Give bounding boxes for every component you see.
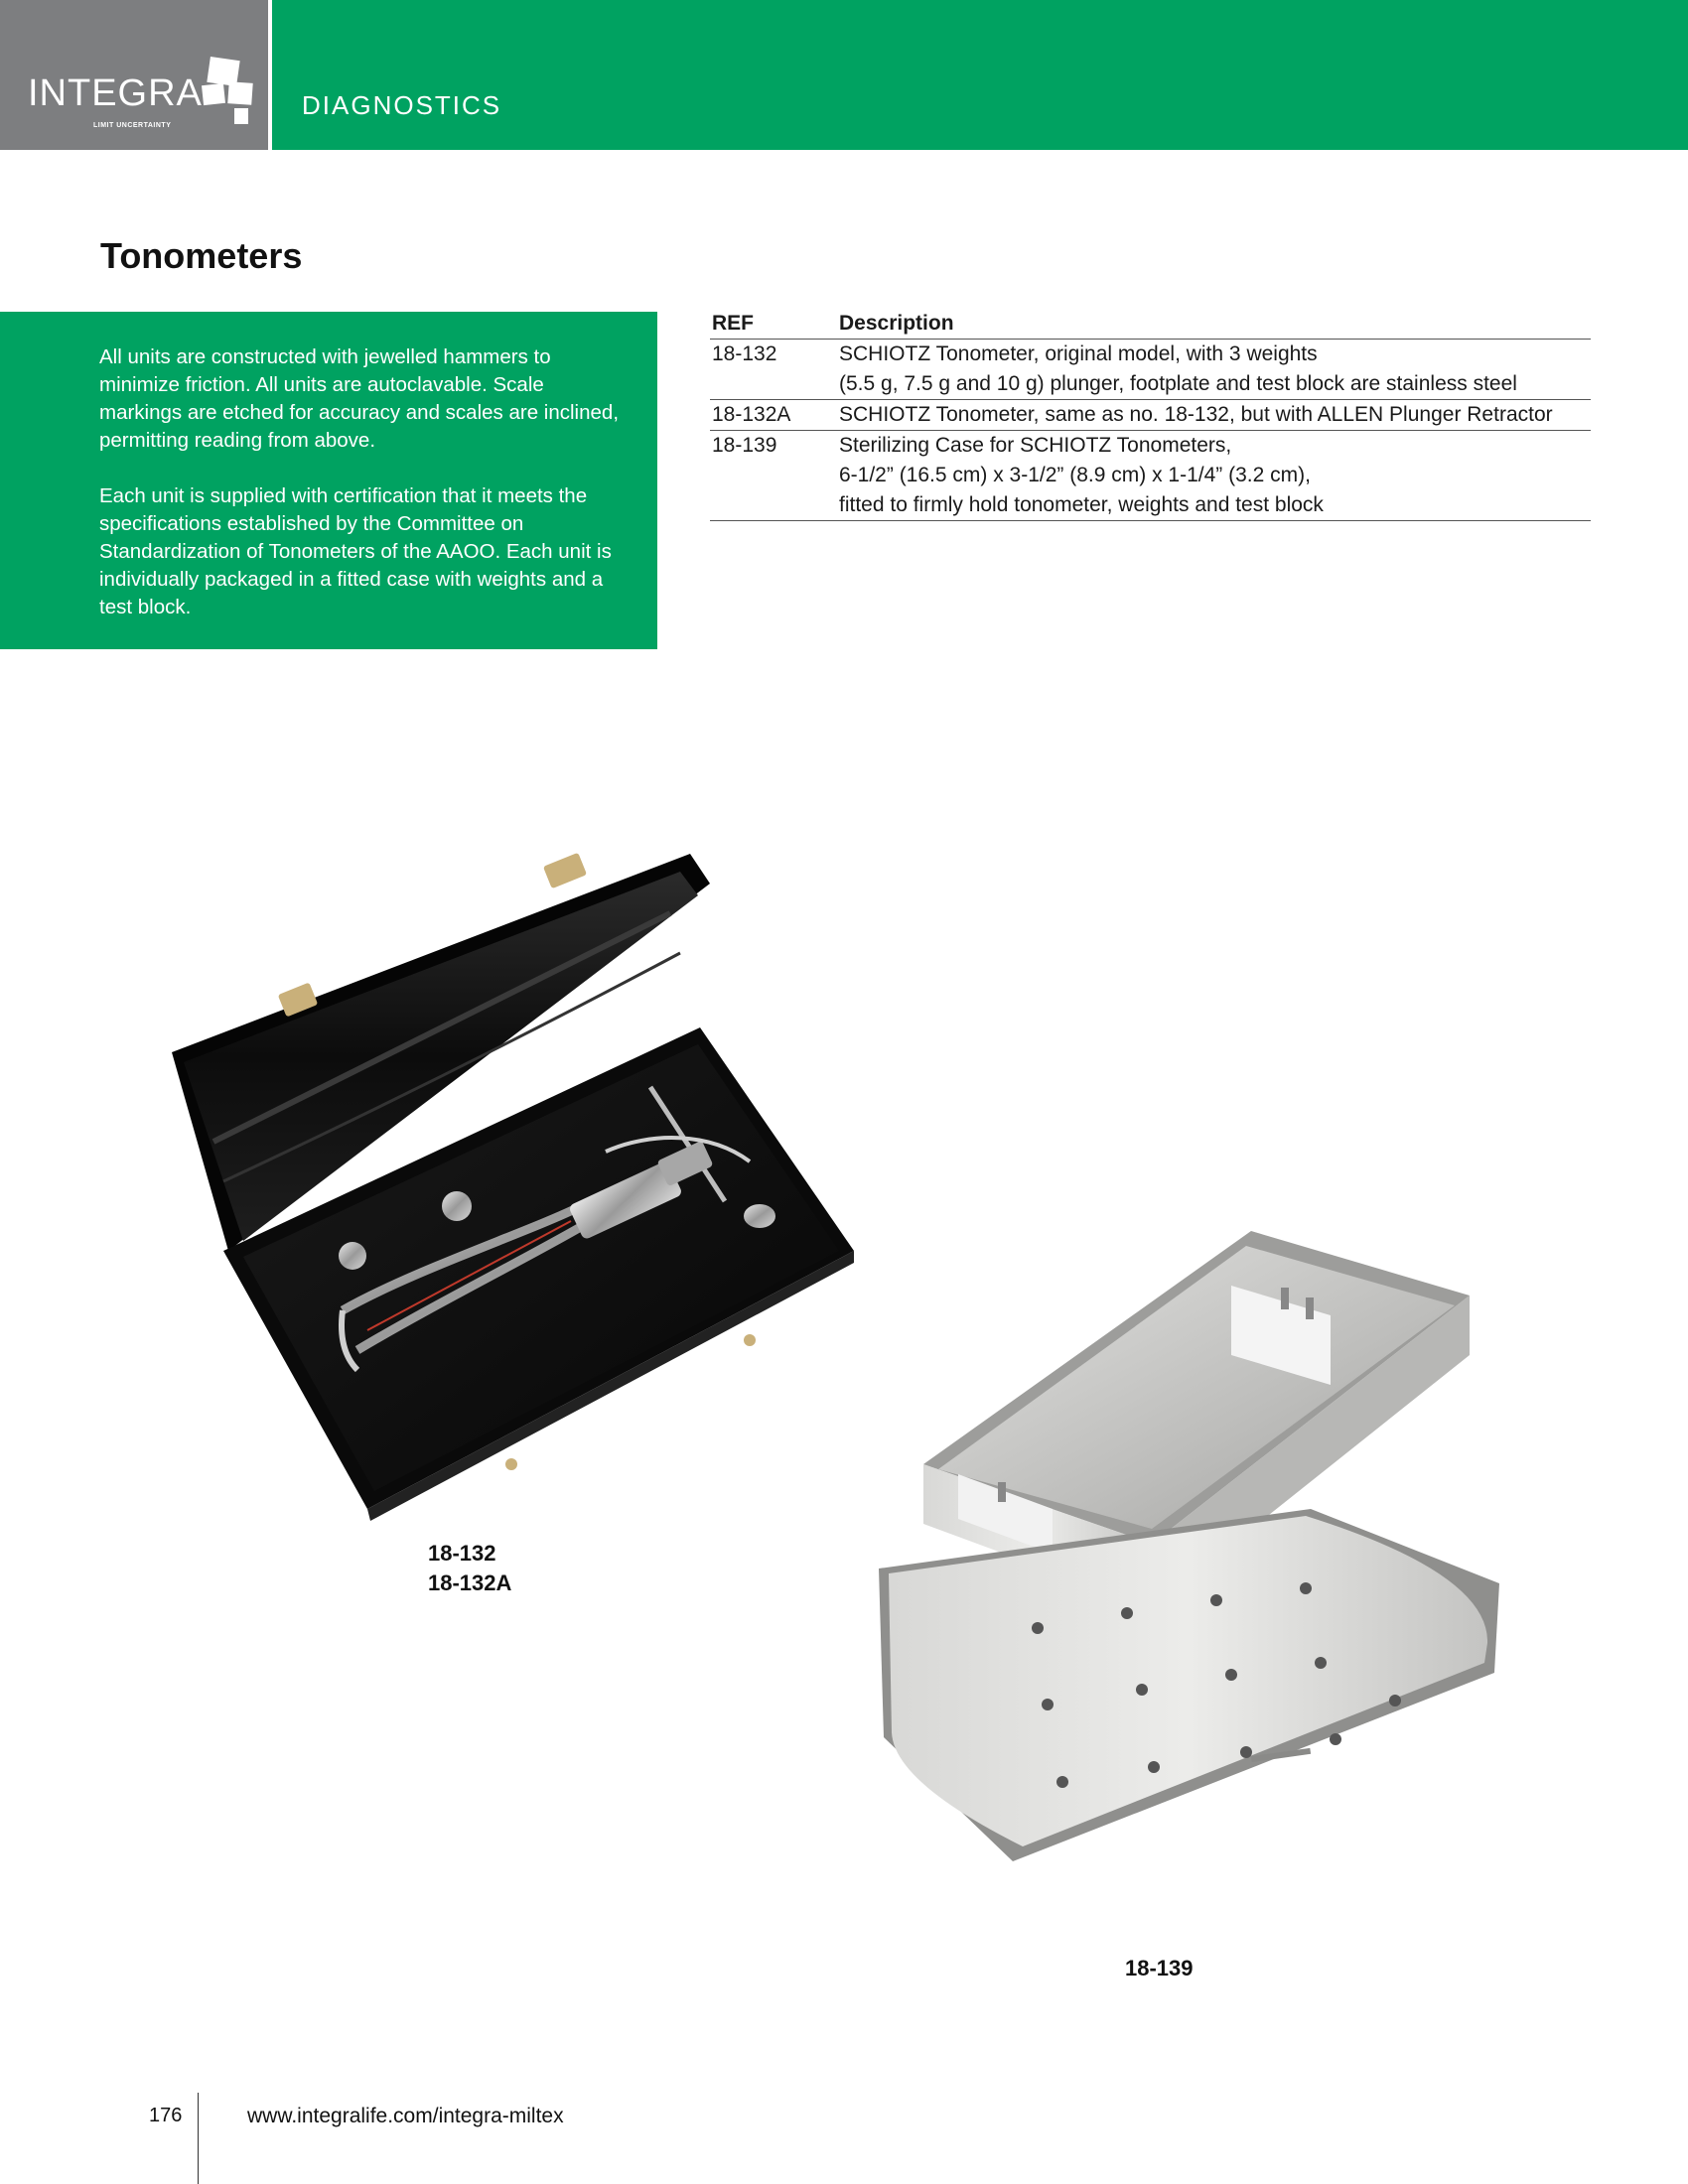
logo-squares-icon: [199, 55, 268, 134]
integra-logo: [28, 55, 266, 134]
description-cell: [837, 340, 1591, 400]
table-row: [710, 400, 1591, 431]
description-cell: [837, 431, 1591, 521]
ref-cell: 18-132A: [710, 400, 837, 431]
section-label: DIAGNOSTICS: [302, 90, 502, 120]
product-table: [710, 309, 1591, 521]
ref-cell: 18-139: [710, 431, 837, 521]
tonometer-photo-caption: [428, 1539, 511, 1598]
footer-url[interactable]: www.integralife.com/integra-miltex: [247, 2105, 564, 2127]
case-photo-caption: 18-139: [1125, 1956, 1194, 1980]
description-line: 6-1/2” (16.5 cm) x 3-1/2” (8.9 cm) x 1-1/4” (3.2 cm),: [839, 464, 1311, 486]
description-line: Sterilizing Case for SCHIOTZ Tonometers,: [839, 434, 1232, 457]
info-paragraph: Each unit is supplied with certification that it meets the specifications established by the Committee on Standardization of Tonometers of the AAOO. Each unit is individually packaged in a fitted case with weights and a test block.: [99, 484, 612, 618]
description-line: SCHIOTZ Tonometer, original model, with 3 weights: [839, 342, 1318, 365]
column-header-ref: REF: [710, 309, 837, 340]
column-header-description: Description: [837, 309, 1591, 340]
tonometer-case-photo: [154, 814, 869, 1529]
info-paragraph: All units are constructed with jewelled hammers to minimize friction. All units are autoclavable. Scale markings are etched for accuracy and scales are inclined, permitting reading from above.: [99, 345, 620, 452]
table-header-row: [710, 309, 1591, 340]
description-cell: [837, 400, 1591, 431]
description-line: fitted to firmly hold tonometer, weights and test block: [839, 493, 1324, 516]
footer-divider: [198, 2093, 199, 2184]
description-line: (5.5 g, 7.5 g and 10 g) plunger, footplate and test block are stainless steel: [839, 372, 1517, 395]
caption-ref: 18-132A: [428, 1570, 512, 1595]
caption-ref: 18-132: [428, 1541, 496, 1566]
description-line: SCHIOTZ Tonometer, same as no. 18-132, but with ALLEN Plunger Retractor: [839, 403, 1553, 426]
logo-wordmark: INTEGRA: [28, 72, 203, 114]
sterilizing-case-photo: [864, 1226, 1499, 1901]
info-text: [99, 343, 626, 649]
header-section-panel: [272, 0, 1688, 150]
table-row: [710, 340, 1591, 400]
ref-cell: 18-132: [710, 340, 837, 400]
page-number: 176: [149, 2105, 183, 2126]
logo-tagline: LIMIT UNCERTAINTY: [93, 122, 172, 129]
page-title: Tonometers: [100, 235, 303, 276]
table-row: [710, 431, 1591, 521]
